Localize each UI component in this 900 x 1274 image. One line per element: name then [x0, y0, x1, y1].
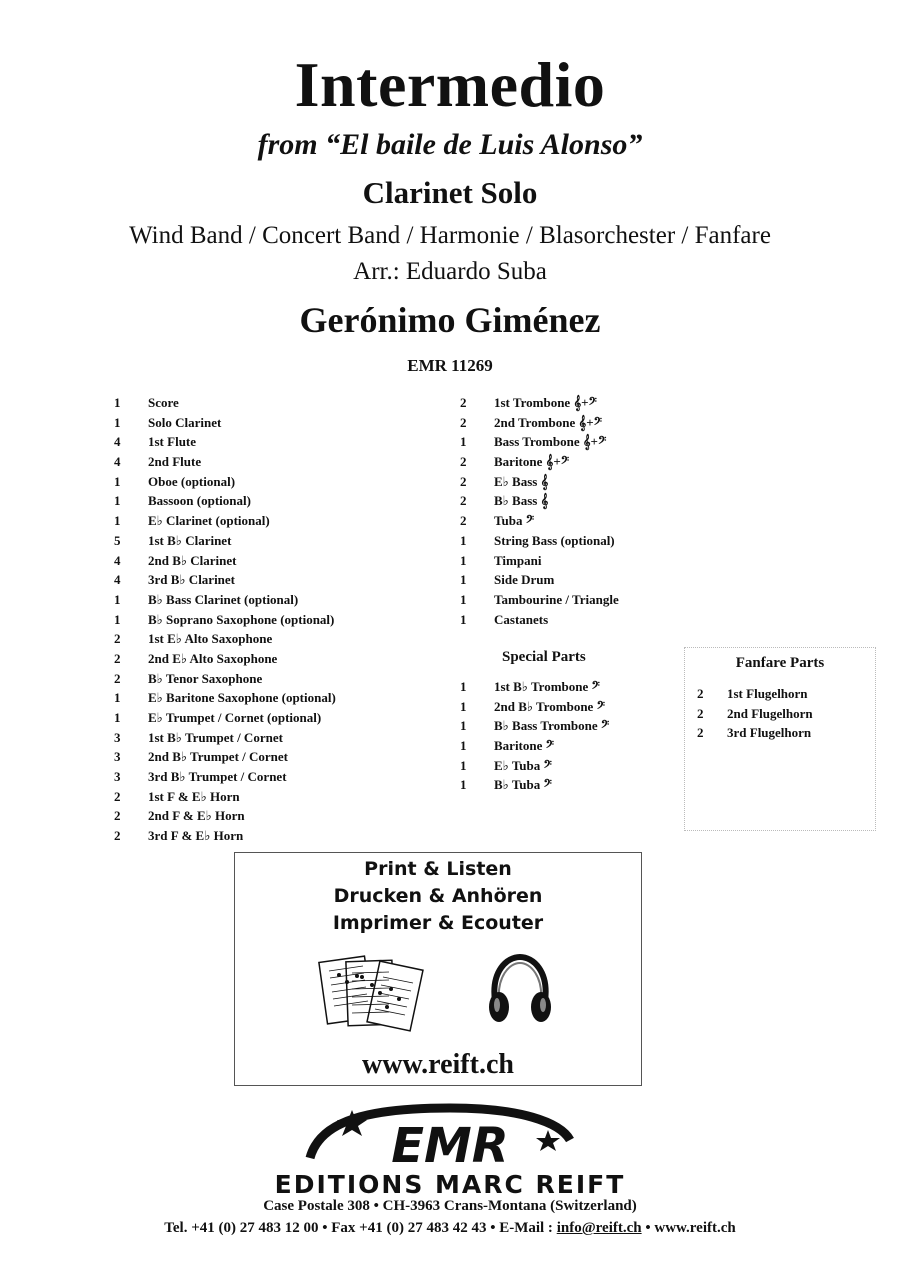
part-name: Baritone 𝄢	[494, 738, 554, 754]
part-quantity: 2	[460, 473, 467, 489]
part-name: B♭ Bass 𝄞	[494, 493, 549, 509]
part-quantity: 2	[114, 631, 121, 647]
part-quantity: 2	[460, 513, 467, 529]
sheet-music-icon	[317, 951, 427, 1041]
subtitle: from “El baile de Luis Alonso”	[257, 128, 643, 161]
part-quantity: 1	[460, 552, 467, 568]
part-quantity: 1	[114, 591, 121, 607]
part-name: 3rd Flugelhorn	[727, 725, 812, 741]
part-quantity: 2	[697, 705, 704, 721]
part-name: 1st F & E♭ Horn	[148, 788, 240, 804]
part-quantity: 1	[460, 572, 467, 588]
part-name: 3rd B♭ Trumpet / Cornet	[148, 769, 287, 785]
part-quantity: 1	[460, 757, 467, 773]
part-name: E♭ Bass 𝄞	[494, 473, 549, 489]
part-quantity: 1	[114, 414, 121, 430]
part-name: 3rd B♭ Clarinet	[148, 572, 236, 588]
part-name: Tambourine / Triangle	[494, 591, 619, 607]
publisher-contact	[0, 1220, 900, 1237]
part-quantity: 2	[114, 828, 121, 844]
part-quantity: 1	[460, 698, 467, 714]
part-quantity: 4	[114, 434, 121, 450]
part-quantity: 3	[114, 729, 121, 745]
composer-name: Gerónimo Giménez	[299, 300, 601, 340]
part-quantity: 3	[114, 769, 121, 785]
ensemble-line: Wind Band / Concert Band / Harmonie / Blasorchester / Fanfare	[129, 222, 771, 249]
part-name: 2nd Flute	[148, 454, 202, 470]
promo-line-french: Imprimer & Ecouter	[332, 912, 544, 934]
part-quantity: 2	[460, 414, 467, 430]
part-name: B♭ Tenor Saxophone	[148, 670, 263, 686]
part-quantity: 4	[114, 572, 121, 588]
promo-url-link[interactable]: www.reift.ch	[362, 1049, 514, 1080]
part-name: 2nd B♭ Trombone 𝄢	[494, 698, 605, 714]
part-name: B♭ Bass Clarinet (optional)	[148, 591, 299, 607]
catalog-number: EMR 11269	[407, 356, 493, 375]
part-quantity: 1	[460, 738, 467, 754]
part-name: 1st B♭ Trumpet / Cornet	[148, 729, 283, 745]
part-name: 1st Trombone 𝄞+𝄢	[494, 395, 597, 410]
part-quantity: 1	[460, 591, 467, 607]
part-name: 2nd E♭ Alto Saxophone	[148, 650, 278, 666]
part-quantity: 2	[460, 493, 467, 509]
promo-line-english: Print & Listen	[364, 858, 512, 880]
part-quantity: 1	[114, 395, 121, 410]
part-name: B♭ Bass Trombone 𝄢	[494, 718, 610, 734]
part-name: Solo Clarinet	[148, 414, 222, 430]
part-name: 2nd B♭ Trumpet / Cornet	[148, 749, 288, 765]
email-link[interactable]: info@reift.ch	[556, 1220, 642, 1236]
fanfare-parts-heading: Fanfare Parts	[735, 655, 825, 671]
part-name: E♭ Trumpet / Cornet (optional)	[148, 710, 322, 725]
part-quantity: 1	[460, 718, 467, 734]
promo-line-german: Drucken & Anhören	[333, 885, 543, 907]
part-quantity: 4	[114, 454, 121, 470]
arranger-line: Arr.: Eduardo Suba	[353, 258, 547, 285]
part-name: 2nd B♭ Clarinet	[148, 552, 237, 568]
part-name: 1st B♭ Trombone 𝄢	[494, 679, 600, 694]
publisher-name: EDITIONS MARC REIFT	[274, 1170, 626, 1199]
part-quantity: 5	[114, 532, 121, 548]
part-name: E♭ Tuba 𝄢	[494, 757, 552, 773]
part-name: Timpani	[494, 552, 542, 568]
part-name: 1st Flute	[148, 434, 197, 450]
part-name: Baritone 𝄞+𝄢	[494, 454, 570, 470]
part-quantity: 1	[114, 513, 121, 529]
part-quantity: 2	[114, 788, 121, 804]
contact-phone-fax: Tel. +41 (0) 27 483 12 00 • Fax +41 (0) 27 483 42 43 • E-Mail :	[164, 1220, 557, 1236]
part-name: 2nd Flugelhorn	[727, 705, 813, 721]
part-name: Castanets	[494, 611, 549, 627]
special-parts-heading: Special Parts	[502, 649, 586, 665]
part-quantity: 1	[460, 532, 467, 548]
part-name: B♭ Soprano Saxophone (optional)	[148, 611, 335, 627]
part-name: String Bass (optional)	[494, 532, 615, 548]
print-listen-box[interactable]	[234, 852, 642, 1086]
part-name: 2nd Trombone 𝄞+𝄢	[494, 414, 602, 430]
part-name: Oboe (optional)	[148, 473, 236, 489]
logo-text: EMR	[391, 1118, 509, 1172]
part-name: E♭ Baritone Saxophone (optional)	[148, 690, 336, 706]
part-name: Tuba 𝄢	[494, 513, 535, 529]
contact-website: • www.reift.ch	[641, 1220, 736, 1236]
part-quantity: 1	[114, 690, 121, 706]
part-name: E♭ Clarinet (optional)	[148, 513, 270, 529]
part-name: 1st E♭ Alto Saxophone	[148, 631, 273, 647]
part-quantity: 1	[114, 710, 121, 725]
part-name: 1st B♭ Clarinet	[148, 532, 232, 548]
part-quantity: 2	[460, 395, 467, 410]
part-quantity: 1	[460, 611, 467, 627]
part-name: 2nd F & E♭ Horn	[148, 808, 245, 824]
part-name: Bassoon (optional)	[148, 493, 251, 509]
part-name: B♭ Tuba 𝄢	[494, 777, 552, 793]
part-quantity: 3	[114, 749, 121, 765]
publisher-address: Case Postale 308 • CH-3963 Crans-Montana (Switzerland)	[263, 1198, 637, 1214]
part-quantity: 1	[114, 493, 121, 509]
part-quantity: 2	[114, 650, 121, 666]
part-quantity: 1	[460, 434, 467, 450]
part-name: Bass Trombone 𝄞+𝄢	[494, 434, 607, 450]
part-name: Side Drum	[494, 572, 555, 588]
emr-logo	[290, 1100, 610, 1172]
headphones-icon	[485, 951, 555, 1031]
solo-instrument: Clarinet Solo	[362, 175, 538, 210]
part-quantity: 2	[697, 686, 704, 701]
part-quantity: 2	[697, 725, 704, 741]
part-name: 3rd F & E♭ Horn	[148, 828, 244, 844]
part-quantity: 1	[114, 611, 121, 627]
part-name: 1st Flugelhorn	[727, 686, 808, 701]
part-quantity: 1	[114, 473, 121, 489]
fanfare-parts-box	[684, 647, 876, 831]
part-quantity: 2	[114, 670, 121, 686]
page-title: Intermedio	[294, 49, 606, 120]
part-name: Score	[148, 395, 179, 410]
part-quantity: 4	[114, 552, 121, 568]
part-quantity: 1	[460, 679, 467, 694]
part-quantity: 2	[114, 808, 121, 824]
part-quantity: 1	[460, 777, 467, 793]
part-quantity: 2	[460, 454, 467, 470]
